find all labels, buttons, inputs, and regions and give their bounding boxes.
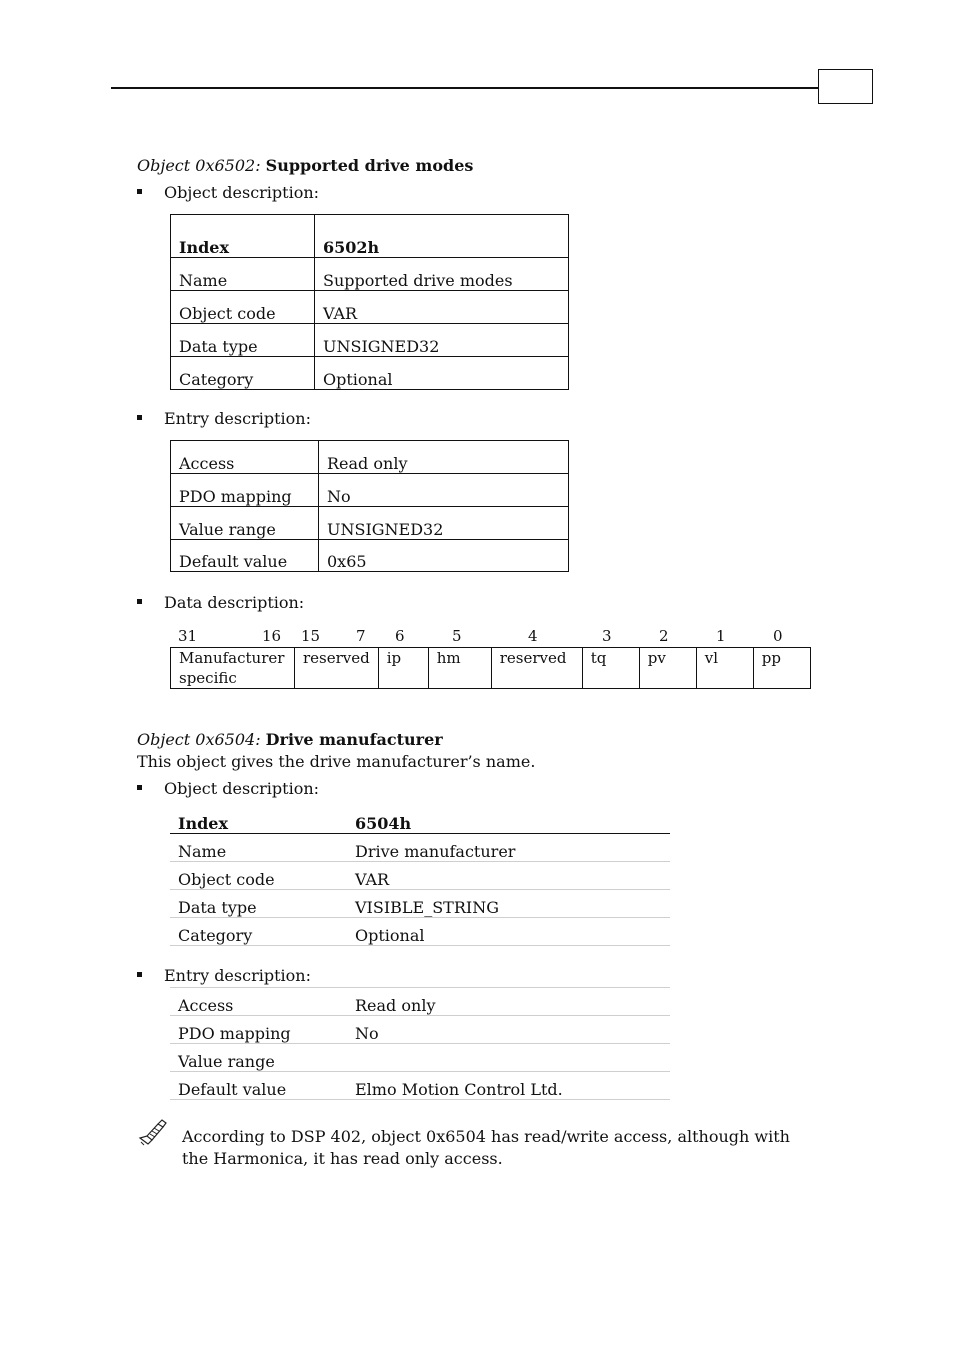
bit-label: 15 (301, 627, 321, 645)
bit-label: 1 (716, 627, 726, 645)
table-cell-value: 0x65 (319, 540, 569, 572)
table-cell-key: PDO mapping (170, 1016, 347, 1044)
bit-field: pv (639, 648, 696, 689)
bullet-data-description (137, 593, 304, 612)
bit-label: 4 (528, 627, 538, 645)
table-row (170, 861, 670, 889)
bullet-label: Object description: (164, 183, 320, 202)
table-cell-key: Data type (171, 324, 315, 357)
table-cell-key: Name (171, 258, 315, 291)
table-cell-value: 6504h (347, 810, 670, 833)
bit-field: Manufacturer specific (171, 648, 295, 689)
table-cell-value: Elmo Motion Control Ltd. (347, 1072, 670, 1100)
table-row (170, 917, 670, 945)
bullet-marker (137, 599, 142, 604)
table-row (171, 258, 569, 291)
table-cell-key: Object code (171, 291, 315, 324)
bit-label: 6 (395, 627, 405, 645)
page-number-box (818, 69, 873, 104)
table-row (170, 988, 670, 1016)
table-cell-value: VAR (315, 291, 569, 324)
section-intro: This object gives the drive manufacturer’s name. (137, 752, 536, 771)
table-cell-key: Category (171, 357, 315, 390)
table-cell-value: Drive manufacturer (347, 833, 670, 861)
bit-label: 7 (356, 627, 366, 645)
bullet-marker (137, 972, 142, 977)
bit-field: ip (378, 648, 428, 689)
table-cell-key: Value range (170, 1044, 347, 1072)
section-heading-6504 (137, 730, 443, 749)
table-row (170, 1016, 670, 1044)
bullet-object-description (137, 779, 319, 798)
bullet-marker (137, 189, 142, 194)
bit-field: tq (582, 648, 639, 689)
table-row (170, 889, 670, 917)
table-row (171, 324, 569, 357)
table-cell-key: Category (170, 917, 347, 945)
bullet-label: Data description: (164, 593, 305, 612)
table-cell-key: Name (170, 833, 347, 861)
bit-field: reserved (491, 648, 582, 689)
bit-label: 0 (773, 627, 783, 645)
object-description-table-6504 (170, 810, 670, 946)
table-cell-key: Default value (170, 1072, 347, 1100)
bit-label: 31 (178, 627, 198, 645)
bit-label: 16 (262, 627, 282, 645)
table-row (170, 1072, 670, 1100)
table-cell-key: Index (171, 215, 315, 258)
table-cell-value: UNSIGNED32 (319, 507, 569, 540)
table-cell-value: VISIBLE_STRING (347, 889, 670, 917)
table-cell-value: Supported drive modes (315, 258, 569, 291)
heading-object-name: Supported drive modes (265, 156, 474, 175)
table-cell-value: VAR (347, 861, 670, 889)
table-row (171, 291, 569, 324)
entry-description-table-6504 (170, 987, 670, 1100)
bullet-object-description (137, 183, 319, 202)
table-row (170, 833, 670, 861)
table-row (171, 357, 569, 390)
bullet-marker (137, 415, 142, 420)
table-row (170, 810, 670, 833)
table-cell-value: Optional (347, 917, 670, 945)
bit-field: reserved (295, 648, 379, 689)
bullet-marker (137, 785, 142, 790)
bullet-label: Entry description: (164, 966, 311, 985)
bit-field: hm (428, 648, 491, 689)
table-cell-value: No (319, 474, 569, 507)
note-text: According to DSP 402, object 0x6504 has read/write access, although with the Harmonica, it has read only access. (182, 1127, 790, 1168)
table-cell-key: Index (170, 810, 347, 833)
heading-object-name: Drive manufacturer (265, 730, 443, 749)
table-cell-value: Read only (319, 441, 569, 474)
table-row (171, 441, 569, 474)
table-row (171, 215, 569, 258)
table-cell-value: UNSIGNED32 (315, 324, 569, 357)
table-cell-key: Access (170, 988, 347, 1016)
table-row (171, 474, 569, 507)
bit-field: pp (753, 648, 810, 689)
bullet-label: Object description: (164, 779, 320, 798)
table-cell-key: Default value (171, 540, 319, 572)
heading-object-id: Object 0x6504: (137, 730, 261, 749)
table-row (170, 1044, 670, 1072)
table-cell-value: Optional (315, 357, 569, 390)
heading-object-id: Object 0x6502: (137, 156, 261, 175)
bit-label: 3 (602, 627, 612, 645)
table-cell-value (347, 1044, 670, 1072)
section-heading-6502 (137, 156, 473, 175)
table-cell-value: No (347, 1016, 670, 1044)
table-cell-key: PDO mapping (171, 474, 319, 507)
table-row (171, 507, 569, 540)
writing-hand-icon (138, 1118, 168, 1146)
bit-label: 2 (659, 627, 669, 645)
object-description-table-6502 (170, 214, 569, 390)
table-row (171, 648, 811, 689)
table-cell-key: Object code (170, 861, 347, 889)
table-cell-key: Value range (171, 507, 319, 540)
bit-field: vl (696, 648, 753, 689)
header-rule (111, 87, 819, 89)
table-row (171, 540, 569, 572)
bit-number-labels (170, 627, 810, 647)
data-description-bit-table (170, 647, 811, 689)
bit-label: 5 (452, 627, 462, 645)
bullet-entry-description (137, 409, 311, 428)
bullet-entry-description (137, 966, 311, 985)
table-cell-value: Read only (347, 988, 670, 1016)
table-cell-value: 6502h (315, 215, 569, 258)
table-cell-key: Data type (170, 889, 347, 917)
bullet-label: Entry description: (164, 409, 311, 428)
table-cell-key: Access (171, 441, 319, 474)
entry-description-table-6502 (170, 440, 569, 572)
